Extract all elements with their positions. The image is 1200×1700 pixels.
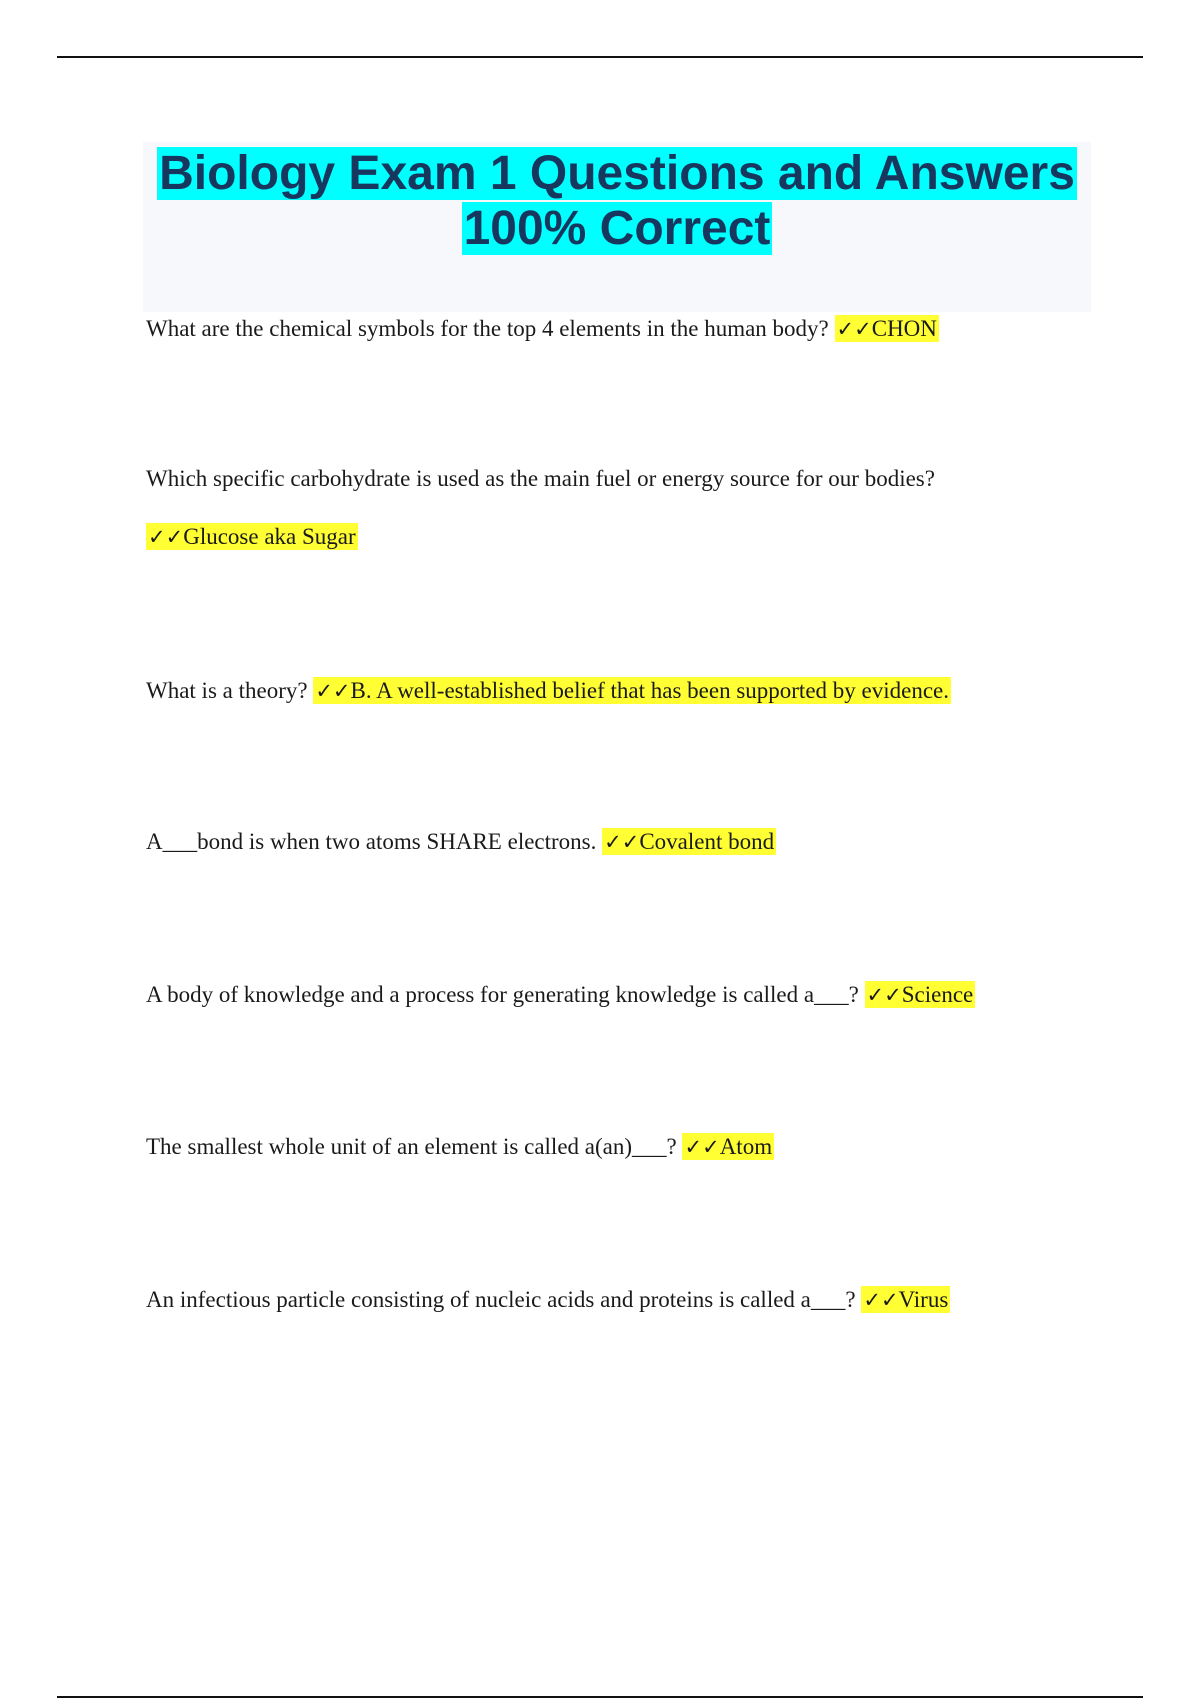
check-mark-icon: ✓✓ bbox=[836, 317, 872, 341]
answer-text: Glucose aka Sugar bbox=[183, 524, 356, 549]
check-mark-icon: ✓✓ bbox=[863, 1288, 899, 1312]
question-text: An infectious particle consisting of nucleic acids and proteins is called a___? bbox=[146, 1287, 862, 1312]
answer-highlight bbox=[602, 828, 776, 855]
check-mark-icon: ✓✓ bbox=[684, 1135, 720, 1159]
answer-text: Virus bbox=[898, 1287, 949, 1312]
qa-item-5 bbox=[146, 980, 975, 1010]
qa-item-4 bbox=[146, 827, 776, 857]
qa-item-3 bbox=[146, 676, 951, 706]
question-text: A body of knowledge and a process for generating knowledge is called a___? bbox=[146, 982, 865, 1007]
answer-highlight bbox=[861, 1286, 950, 1313]
question-text: Which specific carbohydrate is used as the main fuel or energy source for our bodies? bbox=[146, 466, 935, 491]
question-text: A___bond is when two atoms SHARE electrons. bbox=[146, 829, 603, 854]
answer-highlight bbox=[835, 315, 939, 342]
question-text: What are the chemical symbols for the top 4 elements in the human body? bbox=[146, 316, 835, 341]
answer-text: CHON bbox=[871, 316, 937, 341]
answer-text: B. A well-established belief that has been supported by evidence. bbox=[350, 678, 950, 703]
check-mark-icon: ✓✓ bbox=[604, 830, 640, 854]
qa-item-2 bbox=[146, 464, 935, 494]
check-mark-icon: ✓✓ bbox=[866, 983, 902, 1007]
title-line-2: 100% Correct bbox=[463, 202, 771, 255]
answer-highlight bbox=[865, 981, 976, 1008]
title-line-1: Biology Exam 1 Questions and Answers bbox=[159, 147, 1075, 200]
check-mark-icon: ✓✓ bbox=[315, 679, 351, 703]
qa-item-1 bbox=[146, 314, 939, 344]
top-rule bbox=[57, 56, 1143, 58]
answer-text: Science bbox=[901, 982, 974, 1007]
answer-highlight bbox=[146, 523, 358, 550]
question-text: The smallest whole unit of an element is called a(an)___? bbox=[146, 1134, 683, 1159]
answer-text: Atom bbox=[719, 1134, 773, 1159]
title-block bbox=[143, 142, 1091, 312]
answer-text: Covalent bond bbox=[639, 829, 775, 854]
qa-item-2-answer bbox=[146, 522, 358, 552]
question-text: What is a theory? bbox=[146, 678, 314, 703]
bottom-rule bbox=[57, 1696, 1143, 1698]
document-title bbox=[143, 146, 1091, 256]
answer-highlight bbox=[682, 1133, 774, 1160]
qa-item-7 bbox=[146, 1285, 950, 1315]
qa-item-6 bbox=[146, 1132, 774, 1162]
check-mark-icon: ✓✓ bbox=[148, 525, 184, 549]
answer-highlight bbox=[313, 677, 951, 704]
